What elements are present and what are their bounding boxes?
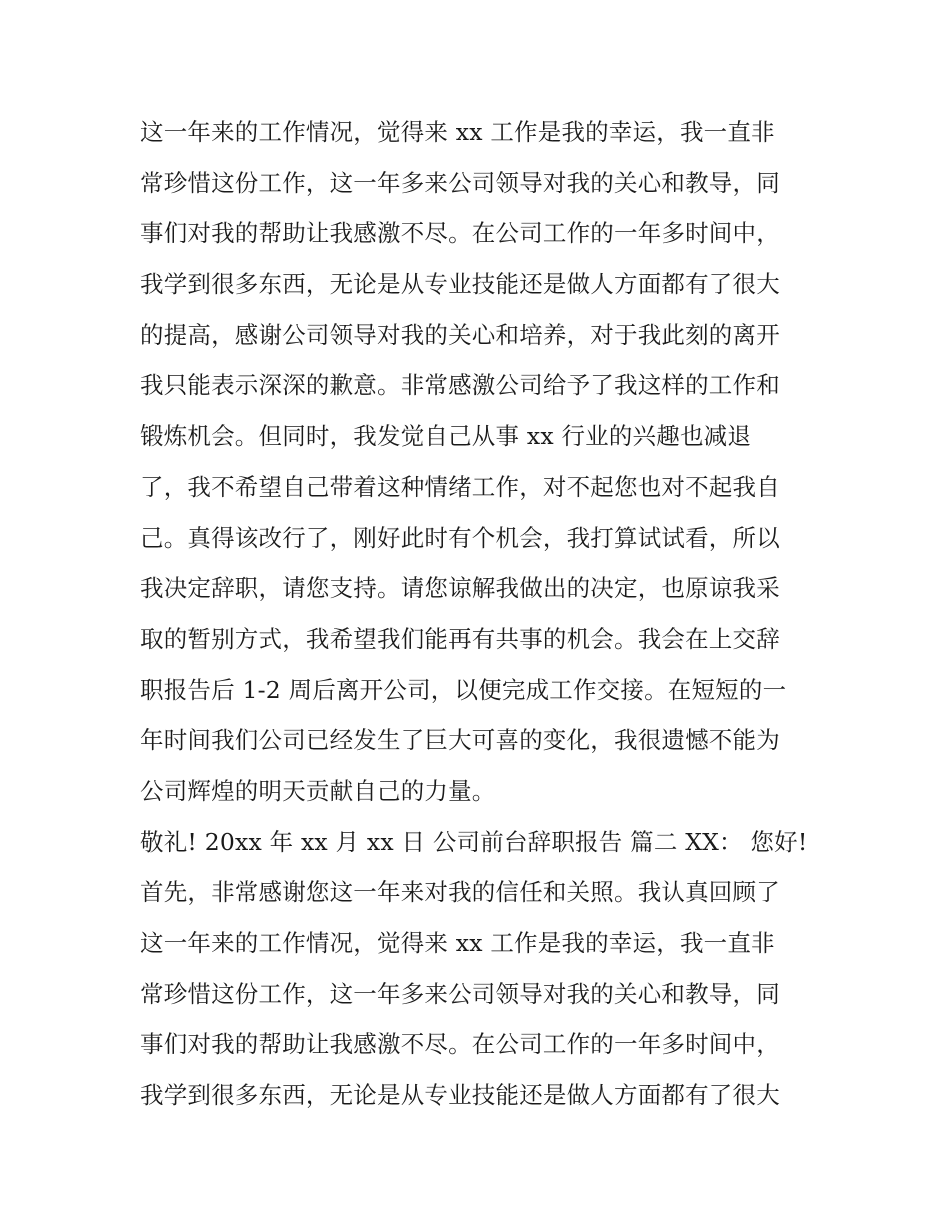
text-line: 首先，非常感谢您这一年来对我的信任和关照。我认真回顾了 [140,878,780,907]
text-line: 事们对我的帮助让我感激不尽。在公司工作的一年多时间中， [140,1030,780,1059]
text-line: 常珍惜这份工作，这一年多来公司领导对我的关心和教导，同 [140,168,780,197]
text-line: 我学到很多东西，无论是从专业技能还是做人方面都有了很大 [140,270,780,299]
text-line: 事们对我的帮助让我感激不尽。在公司工作的一年多时间中， [140,219,780,248]
text-line: 我学到很多东西，无论是从专业技能还是做人方面都有了很大 [140,1081,780,1110]
text-line: 我只能表示深深的歉意。非常感激公司给予了我这样的工作和 [140,371,780,400]
text-line: 我决定辞职，请您支持。请您谅解我做出的决定，也原谅我采 [140,574,780,603]
text-line: 敬礼! 20xx 年 xx 月 xx 日 公司前台辞职报告 篇二 XX： 您好! [140,827,808,856]
text-line: 年时间我们公司已经发生了巨大可喜的变化，我很遗憾不能为 [140,726,780,755]
text-line: 取的暂别方式，我希望我们能再有共事的机会。我会在上交辞 [140,624,780,653]
text-line: 这一年来的工作情况，觉得来 xx 工作是我的幸运，我一直非 [140,118,775,146]
text-line: 了，我不希望自己带着这种情绪工作，对不起您也对不起我自 [140,472,780,501]
text-line: 职报告后 1-2 周后离开公司，以便完成工作交接。在短短的一 [140,675,787,704]
body-text [140,107,820,1121]
text-line: 己。真得该改行了，刚好此时有个机会，我打算试试看，所以 [140,523,780,552]
text-line: 锻炼机会。但同时，我发觉自己从事 xx 行业的兴趣也减退 [140,422,752,451]
text-line: 这一年来的工作情况，觉得来 xx 工作是我的幸运，我一直非 [140,929,775,957]
text-line: 常珍惜这份工作，这一年多来公司领导对我的关心和教导，同 [140,979,780,1008]
text-line: 的提高，感谢公司领导对我的关心和培养，对于我此刻的离开 [140,320,780,349]
text-line: 公司辉煌的明天贡献自己的力量。 [140,776,496,805]
